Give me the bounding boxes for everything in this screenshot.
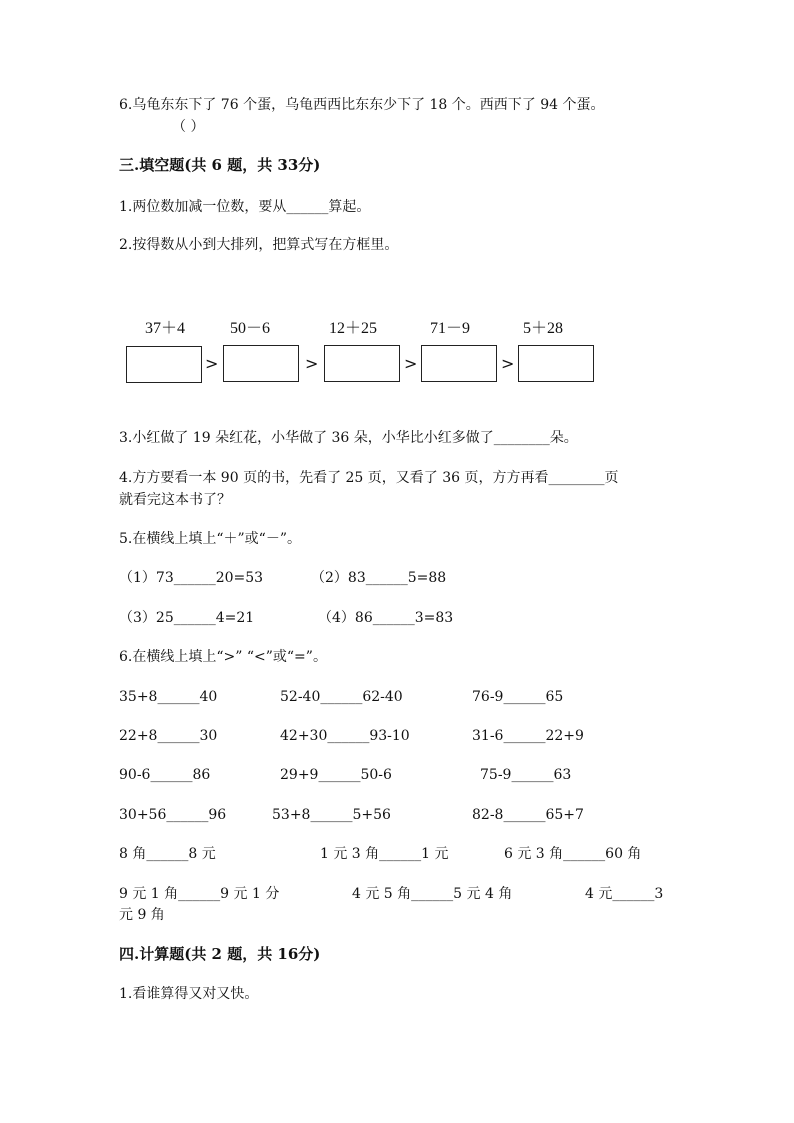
q6-item: 76-9______65 xyxy=(472,689,564,705)
q6-item: 53+8______5+56 xyxy=(272,807,391,823)
q5-item-3: （3）25______4=21 xyxy=(119,610,255,626)
question-6: 6.在横线上填上“>” “<”或“=”。 xyxy=(119,649,327,665)
answer-parentheses: （ ） xyxy=(172,119,205,135)
section-4-question-1: 1.看谁算得又对又快。 xyxy=(119,986,259,1002)
answer-box-3[interactable] xyxy=(324,345,400,382)
answer-box-5[interactable] xyxy=(518,345,594,382)
q6-item: 31-6______22+9 xyxy=(472,728,584,744)
section-4-title: 四.计算题(共 2 题，共 16分) xyxy=(119,945,321,963)
q6-item: 42+30______93-10 xyxy=(280,728,410,744)
question-3: 3.小红做了 19 朵红花，小华做了 36 朵，小华比小红多做了________朵。 xyxy=(119,430,578,446)
q6-item: 29+9______50-6 xyxy=(280,767,392,783)
q6-item: 9 元 1 角______9 元 1 分 xyxy=(119,886,280,902)
expression-5: 5＋28 xyxy=(523,320,564,337)
q6-item: 4 元 5 角______5 元 4 角 xyxy=(352,886,513,902)
greater-than-sign: > xyxy=(404,354,418,373)
question-2: 2.按得数从小到大排列，把算式写在方框里。 xyxy=(119,237,399,253)
q6-item: 52-40______62-40 xyxy=(280,689,403,705)
q6-item: 82-8______65+7 xyxy=(472,807,584,823)
question-5: 5.在横线上填上“＋”或“－”。 xyxy=(119,531,301,547)
question-4-line2: 就看完这本书了？ xyxy=(119,492,231,508)
expression-2: 50－6 xyxy=(230,320,271,337)
q6-item-wrap: 元 9 角 xyxy=(119,907,165,923)
section-3-title: 三.填空题(共 6 题，共 33分) xyxy=(119,156,321,174)
question-1: 1.两位数加减一位数，要从______算起。 xyxy=(119,199,371,215)
answer-box-1[interactable] xyxy=(126,346,202,383)
greater-than-sign: > xyxy=(501,354,515,373)
greater-than-sign: > xyxy=(205,354,219,373)
q6-item: 6 元 3 角______60 角 xyxy=(504,846,642,862)
expression-4: 71－9 xyxy=(430,320,471,337)
q6-item: 22+8______30 xyxy=(119,728,218,744)
q6-item: 30+56______96 xyxy=(119,807,227,823)
greater-than-sign: > xyxy=(305,354,319,373)
q6-item: 8 角______8 元 xyxy=(119,846,216,862)
expression-1: 37＋4 xyxy=(145,320,186,337)
question-6-prev: 6.乌龟东东下了 76 个蛋，乌龟西西比东东少下了 18 个。西西下了 94 个蛋。 xyxy=(119,97,605,113)
answer-box-4[interactable] xyxy=(421,345,497,382)
question-4-line1: 4.方方要看一本 90 页的书，先看了 25 页，又看了 36 页，方方再看________页 xyxy=(119,470,619,486)
q6-item: 75-9______63 xyxy=(480,767,572,783)
q6-item: 90-6______86 xyxy=(119,767,211,783)
q6-item: 4 元______3 xyxy=(585,886,664,902)
q5-item-1: （1）73______20=53 xyxy=(119,570,264,586)
q5-item-2: （2）83______5=88 xyxy=(311,570,447,586)
q6-item: 35+8______40 xyxy=(119,689,218,705)
q5-item-4: （4）86______3=83 xyxy=(318,610,454,626)
expression-3: 12＋25 xyxy=(329,320,378,337)
answer-box-2[interactable] xyxy=(223,345,299,382)
q6-item: 1 元 3 角______1 元 xyxy=(320,846,449,862)
